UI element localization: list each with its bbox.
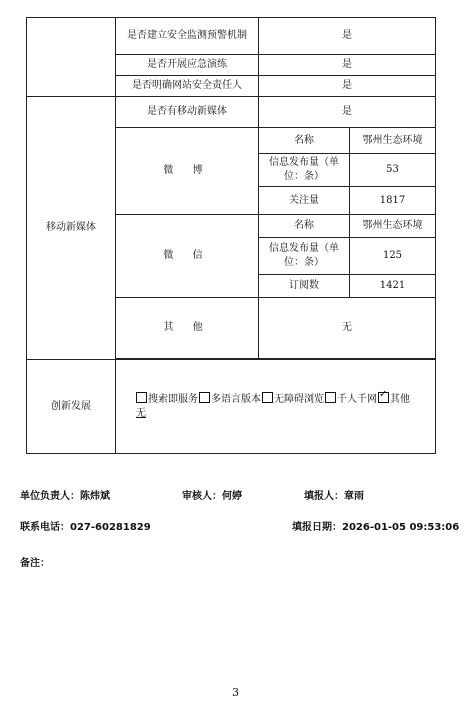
monitoring-value: 是: [259, 18, 436, 55]
drill-value: 是: [259, 55, 436, 76]
innovation-options: [116, 360, 436, 454]
weibo-posts-label: 信息发布量（单位：条）: [259, 154, 350, 187]
weibo-followers-value: 1817: [350, 187, 436, 215]
wechat-name-value: 鄂州生态环境: [350, 215, 436, 238]
drill-label: 是否开展应急演练: [116, 55, 259, 76]
weibo-followers-label: 关注量: [259, 187, 350, 215]
innovation-label: 创新发展: [27, 360, 116, 454]
option-personalized: 千人千网: [337, 394, 377, 405]
option-other: 其他: [390, 394, 410, 405]
monitoring-label: 是否建立安全监测预警机制: [116, 18, 259, 55]
wechat-label: 微 信: [116, 215, 259, 298]
weibo-name-value: 鄂州生态环境: [350, 128, 436, 154]
unit-leader: 单位负责人：陈炜斌: [20, 491, 110, 502]
option-multilingual: 多语言版本: [211, 394, 261, 405]
media-section-label: 移动新媒体: [27, 97, 116, 360]
option-accessibility: 无障碍浏览: [274, 394, 324, 405]
weibo-label: 微 博: [116, 128, 259, 215]
contact-phone: 联系电话：027-60281829: [20, 522, 151, 533]
has-media-value: 是: [259, 97, 436, 128]
has-media-label: 是否有移动新媒体: [116, 97, 259, 128]
checkbox-other[interactable]: [378, 392, 389, 403]
weibo-name-label: 名称: [259, 128, 350, 154]
empty-section-cell: [27, 18, 116, 97]
wechat-name-label: 名称: [259, 215, 350, 238]
fill-date: 填报日期：2026-01-05 09:53:06: [292, 522, 460, 533]
filler: 填报人：章雨: [304, 491, 364, 502]
checkbox-personalized[interactable]: [325, 392, 336, 403]
option-search-service: 搜索即服务: [148, 394, 198, 405]
reviewer: 审核人：何婷: [182, 491, 242, 502]
wechat-subs-value: 1421: [350, 275, 436, 298]
checkbox-search-service[interactable]: [136, 392, 147, 403]
checkbox-multilingual[interactable]: [199, 392, 210, 403]
other-label: 其 他: [116, 298, 259, 359]
report-table: [26, 17, 436, 454]
responsible-value: 是: [259, 76, 436, 97]
wechat-posts-label: 信息发布量（单位：条）: [259, 238, 350, 275]
checkbox-accessibility[interactable]: [262, 392, 273, 403]
remarks: 备注：: [20, 558, 50, 569]
responsible-label: 是否明确网站安全责任人: [116, 76, 259, 97]
other-value: 无: [259, 298, 436, 359]
wechat-subs-label: 订阅数: [259, 275, 350, 298]
wechat-posts-value: 125: [350, 238, 436, 275]
page-number: 3: [232, 686, 239, 699]
weibo-posts-value: 53: [350, 154, 436, 187]
innovation-note: 无: [136, 408, 146, 419]
